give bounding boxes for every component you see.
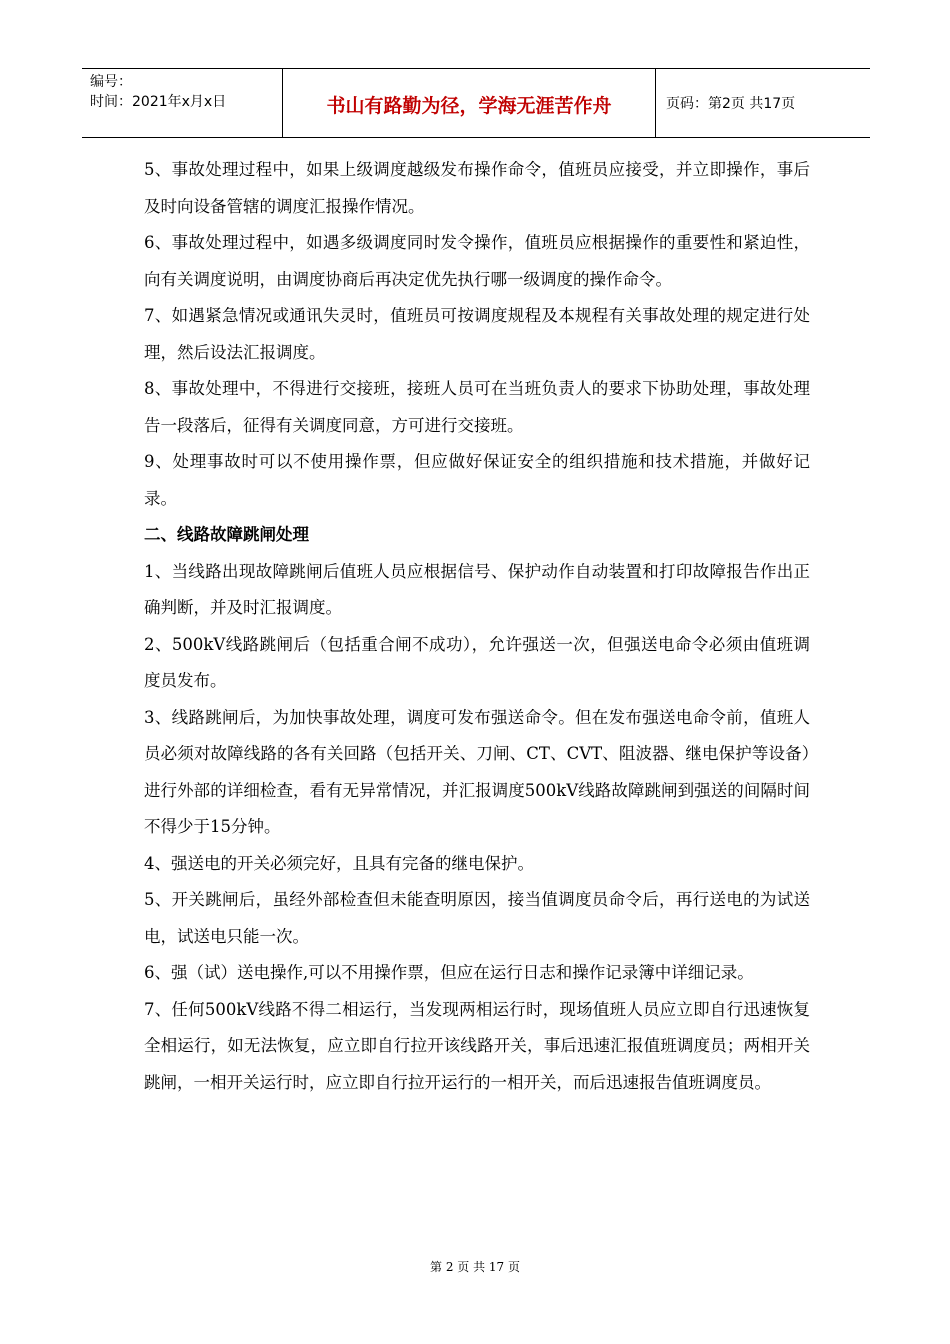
body-paragraph: 6、强（试）送电操作,可以不用操作票，但应在运行日志和操作记录簿中详细记录。 (144, 963, 754, 982)
header-page-cell (656, 69, 870, 137)
document-header (82, 68, 870, 138)
body-paragraph: 1、当线路出现故障跳闸后值班人员应根据信号、保护动作自动装置和打印故障报告作出正确判断，并及时汇报调度。 (144, 561, 810, 617)
body-paragraph: 4、强送电的开关必须完好，且具有完备的继电保护。 (144, 853, 534, 873)
body-paragraph: 8、事故处理中，不得进行交接班，接班人员可在当班负责人的要求下协助处理，事故处理告一段落后，征得有关调度同意，方可进行交接班。 (144, 379, 810, 435)
document-date-label: 时间：2021年x月x日 (90, 94, 227, 110)
body-paragraph: 6、事故处理过程中，如遇多级调度同时发令操作，值班员应根据操作的重要性和紧迫性，向有关调度说明，由调度协商后再决定优先执行哪一级调度的操作命令。 (144, 233, 810, 289)
header-motto-cell (282, 69, 656, 137)
section-heading: 二、线路故障跳闸处理 (144, 525, 309, 544)
body-paragraph: 2、500kV线路跳闸后（包括重合闸不成功），允许强送一次，但强送电命令必须由值班调度员发布。 (144, 634, 810, 690)
body-paragraph: 5、事故处理过程中，如果上级调度越级发布操作命令，值班员应接受，并立即操作，事后及时向设备管辖的调度汇报操作情况。 (144, 160, 810, 216)
body-paragraph: 5、开关跳闸后，虽经外部检查但未能查明原因，接当值调度员命令后，再行送电的为试送电，试送电只能一次。 (144, 890, 810, 946)
page-footer: 第 2 页 共 17 页 (430, 1260, 520, 1274)
header-page-number: 页码：第2页 共17页 (666, 96, 796, 112)
header-motto: 书山有路勤为径，学海无涯苦作舟 (326, 95, 612, 117)
document-body (144, 152, 810, 1101)
body-paragraph: 3、线路跳闸后，为加快事故处理，调度可发布强送命令。但在发布强送电命令前，值班人员必须对故障线路的各有关回路（包括开关、刀闸、CT、CVT、阻波器、继电保护等设备）进行外部的详细检查，看有无异常情况，并汇报调度500kV线路故障跳闸到强送的间隔时间不得少于15分钟。 (144, 707, 810, 836)
document-number-label: 编号： (90, 74, 132, 90)
header-info-cell (82, 69, 282, 137)
body-paragraph: 9、处理事故时可以不使用操作票，但应做好保证安全的组织措施和技术措施，并做好记录。 (144, 452, 810, 508)
body-paragraph: 7、如遇紧急情况或通讯失灵时，值班员可按调度规程及本规程有关事故处理的规定进行处理，然后设法汇报调度。 (144, 306, 810, 362)
body-paragraph: 7、任何500kV线路不得二相运行，当发现两相运行时，现场值班人员应立即自行迅速恢复全相运行，如无法恢复，应立即自行拉开该线路开关，事后迅速汇报值班调度员；两相开关跳闸，一相开关运行时，应立即自行拉开运行的一相开关，而后迅速报告值班调度员。 (144, 999, 810, 1092)
